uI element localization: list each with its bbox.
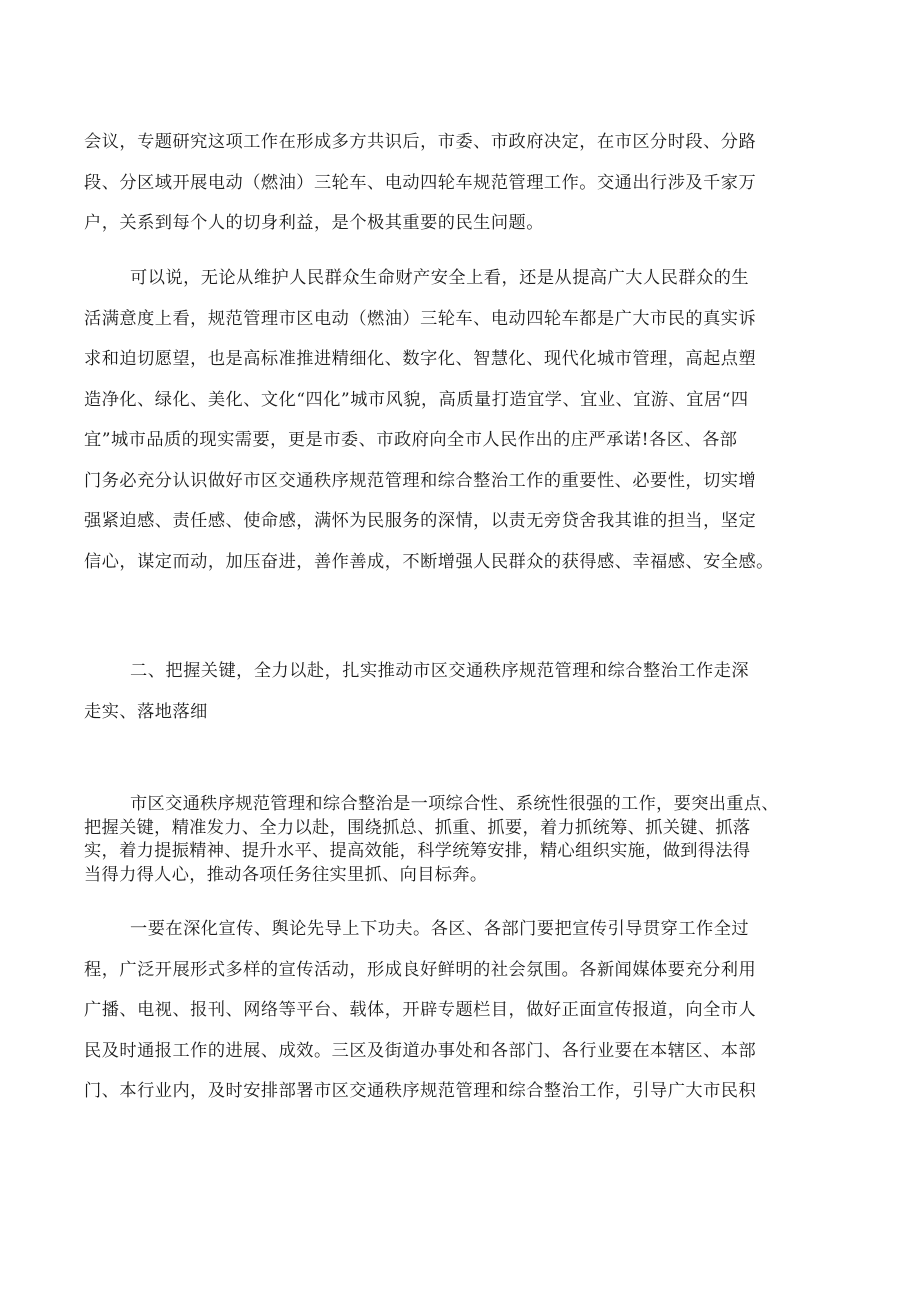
text-line: 市区交通秩序规范管理和综合整治是一项综合性、系统性很强的工作，要突出重点、 bbox=[130, 794, 779, 814]
text-line: 广播、电视、报刊、网络等平台、载体，开辟专题栏目，做好正面宣传报道，向全市人 bbox=[84, 1000, 757, 1020]
text-line: 门、本行业内，及时安排部署市区交通秩序规范管理和综合整治工作，引导广大市民积 bbox=[84, 1081, 757, 1101]
text-line: 宜”城市品质的现实需要，更是市委、市政府向全市人民作出的庄严承诺!各区、各部 bbox=[84, 430, 738, 450]
section-heading-2 bbox=[84, 651, 844, 732]
text-line: 会议，专题研究这项工作在形成多方共识后，市委、市政府决定，在市区分时段、分路 bbox=[84, 132, 757, 152]
text-line: 实，着力提振精神、提升水平、提高效能，科学统筹安排，精心组织实施，做到得法得 bbox=[84, 841, 751, 861]
text-line: 信心，谋定而动，加压奋进，善作善成，不断增强人民群众的获得感、幸福感、安全感。 bbox=[84, 551, 774, 572]
paragraph-significance bbox=[84, 258, 844, 582]
paragraph-overview bbox=[84, 793, 844, 887]
text-line: 强紧迫感、责任感、使命感，满怀为民服务的深情，以责无旁贷舍我其谁的担当，坚定 bbox=[84, 511, 757, 531]
text-line: 民及时通报工作的进展、成效。三区及街道办事处和各部门、各行业要在本辖区、本部 bbox=[84, 1040, 757, 1061]
heading-line: 走实、落地落细 bbox=[84, 701, 208, 722]
text-line: 一要在深化宣传、舆论先导上下功夫。各区、各部门要把宣传引导贯穿工作全过 bbox=[130, 919, 750, 939]
text-line: 造净化、绿化、美化、文化“四化”城市风貌，高质量打造宜学、宜业、宜游、宜居“四 bbox=[84, 389, 749, 410]
text-line: 把握关键，精准发力、全力以赴，围绕抓总、抓重、抓要，着力抓统筹、抓关键、抓落 bbox=[84, 817, 751, 838]
text-line: 当得力得人心，推动各项任务往实里抓、向目标奔。 bbox=[84, 864, 488, 885]
paragraph-publicity bbox=[84, 909, 844, 1112]
text-line: 求和迫切愿望，也是高标准推进精细化、数字化、智慧化、现代化城市管理，高起点塑 bbox=[84, 349, 757, 369]
text-line: 门务必充分认识做好市区交通秩序规范管理和综合整治工作的重要性、必要性，切实增 bbox=[84, 470, 757, 491]
text-line: 可以说，无论从维护人民群众生命财产安全上看，还是从提高广大人民群众的生 bbox=[130, 268, 750, 288]
text-line: 户，关系到每个人的切身利益，是个极其重要的民生问题。 bbox=[84, 213, 544, 233]
paragraph-continuation bbox=[84, 122, 844, 244]
heading-line: 二、把握关键，全力以赴，扎实推动市区交通秩序规范管理和综合整治工作走深 bbox=[130, 661, 750, 681]
text-line: 段、分区域开展电动（燃油）三轮车、电动四轮车规范管理工作。交通出行涉及千家万 bbox=[84, 172, 757, 193]
text-line: 程，广泛开展形式多样的宣传活动，形成良好鲜明的社会氛围。各新闻媒体要充分利用 bbox=[84, 959, 757, 980]
text-line: 活满意度上看，规范管理市区电动（燃油）三轮车、电动四轮车都是广大市民的真实诉 bbox=[84, 308, 757, 329]
